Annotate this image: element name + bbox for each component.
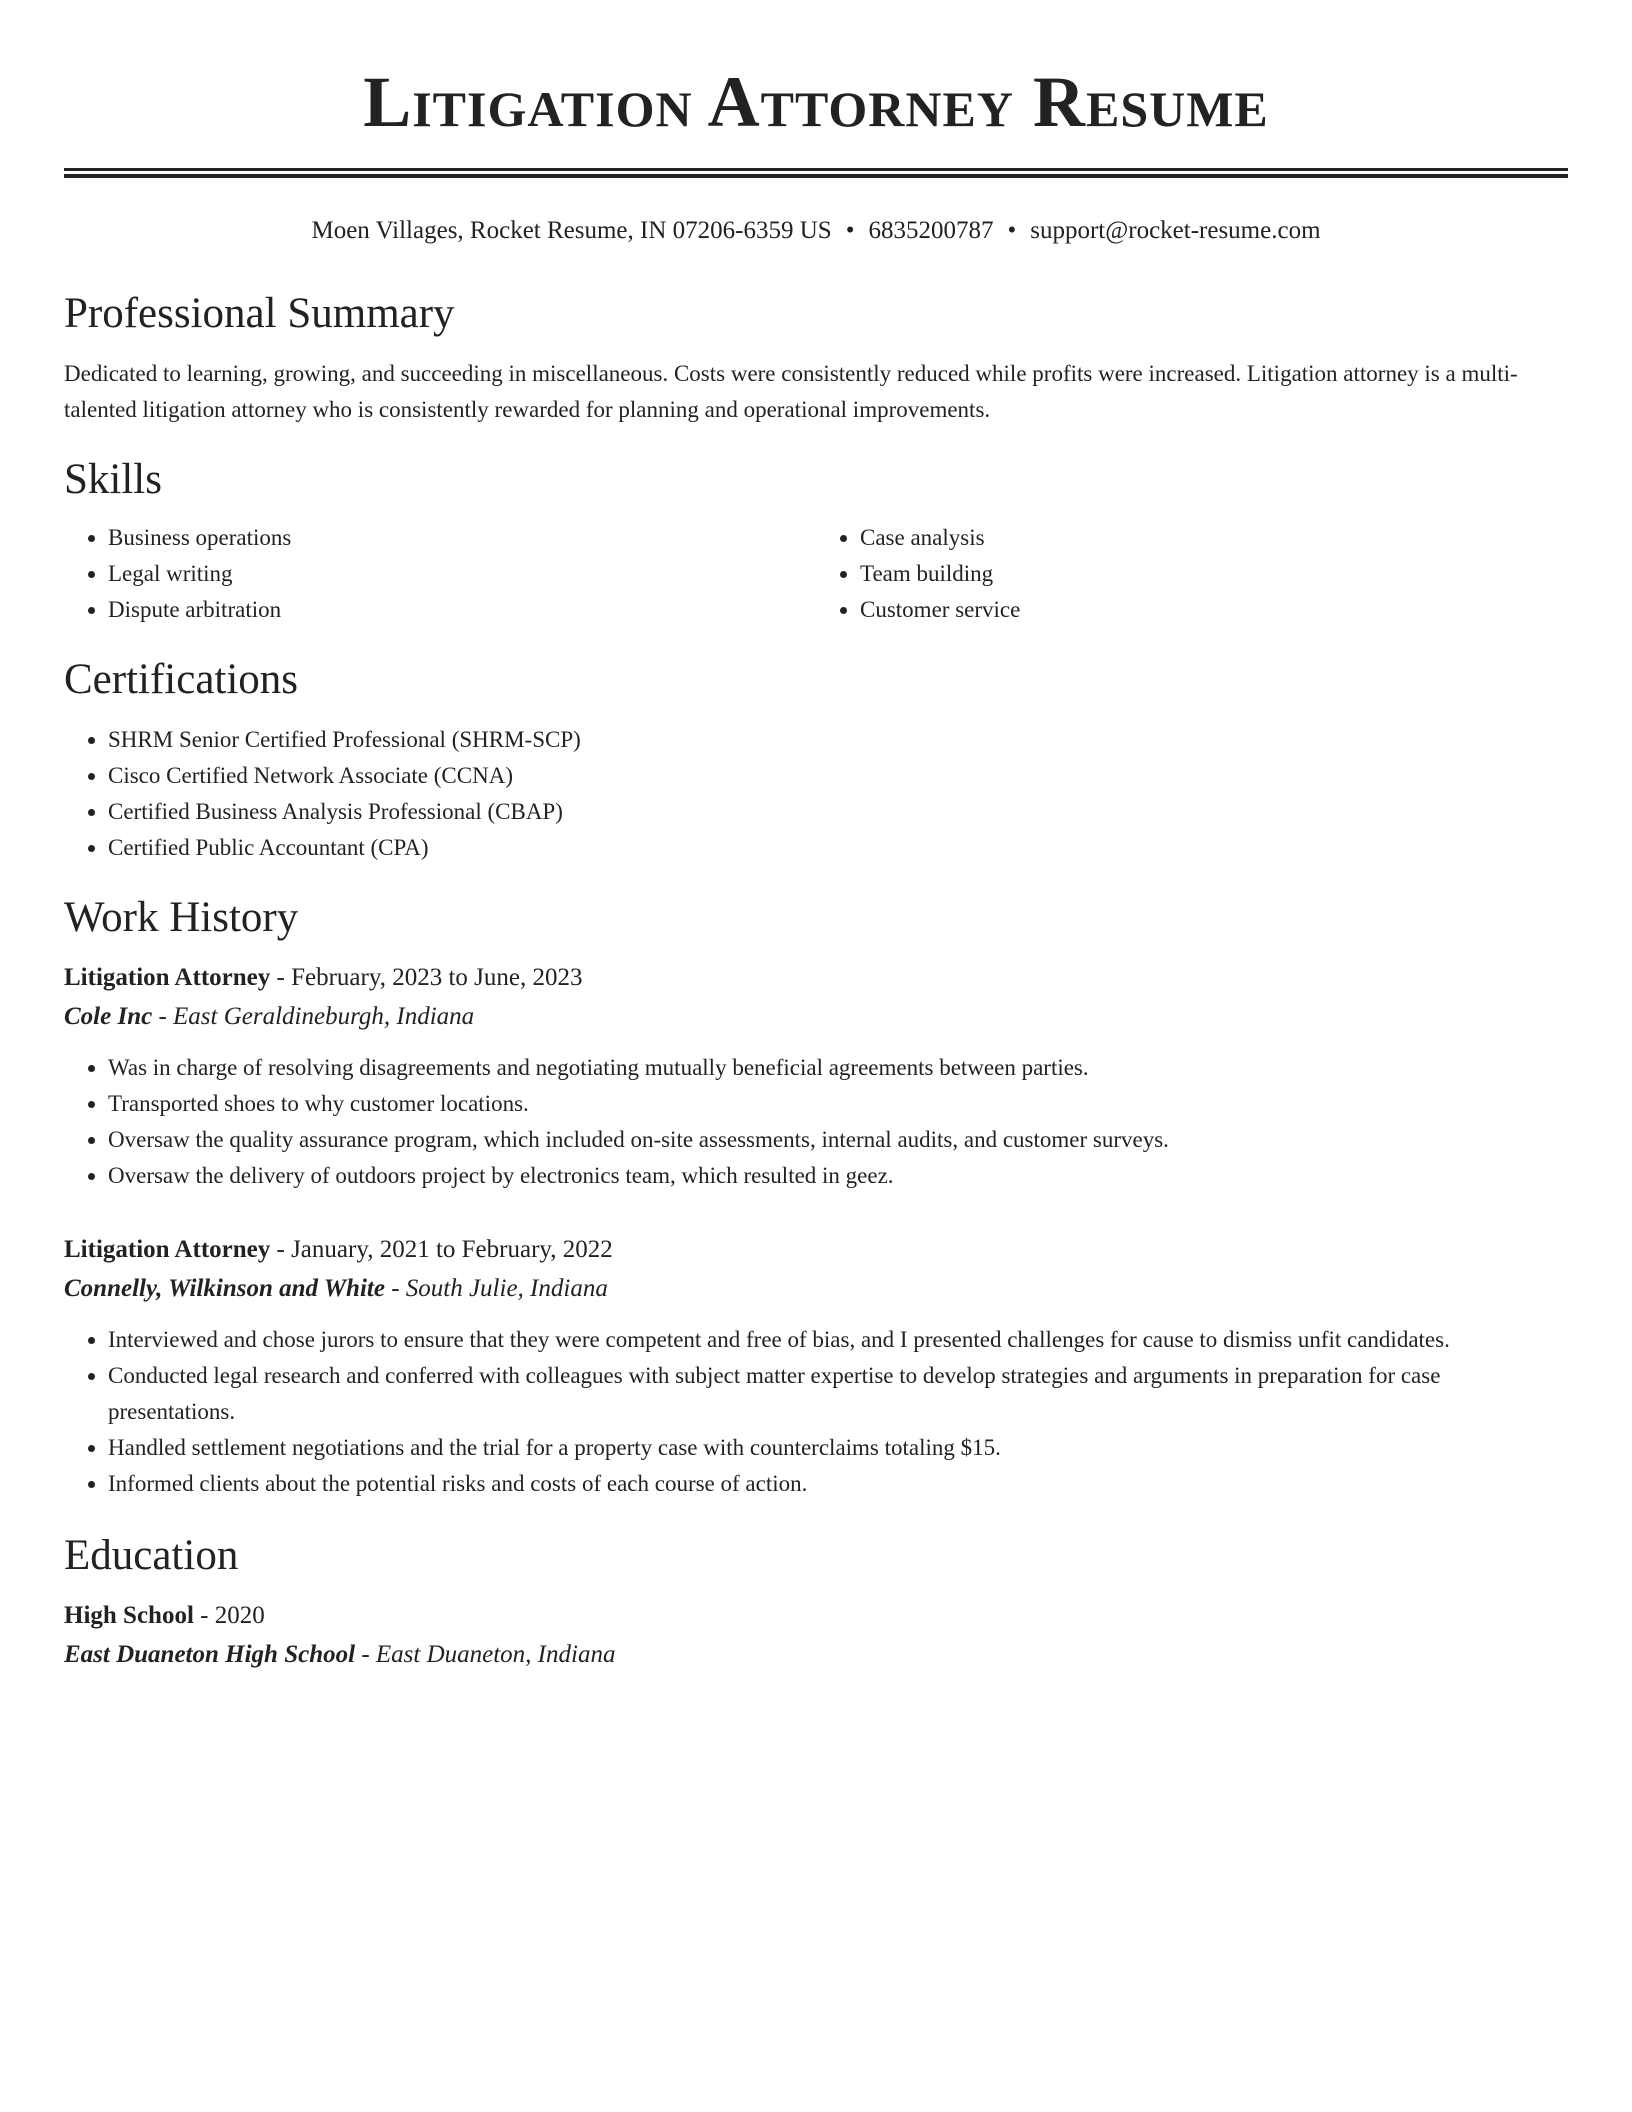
job-company-line bbox=[64, 1270, 1568, 1308]
contact-separator: • bbox=[1007, 217, 1017, 244]
job-bullet: • Transported shoes to why customer locations. bbox=[108, 1086, 1568, 1122]
contact-line bbox=[64, 214, 1568, 248]
certification-item: • SHRM Senior Certified Professional (SHRM-SCP) bbox=[108, 722, 1568, 758]
job-title: Litigation Attorney bbox=[64, 1236, 271, 1263]
work-history-heading: Work History bbox=[64, 894, 299, 941]
title-divider bbox=[64, 168, 1568, 178]
skill-item: • Legal writing bbox=[108, 556, 816, 592]
summary-text: Dedicated to learning, growing, and succeeding in miscellaneous. Costs were consistently reduced while profits were increased. Litigation attorney is a multi-talented litigation attorney who is consistently rewarded for planning and operational improvements. bbox=[64, 361, 1518, 422]
job-bullet: • Oversaw the delivery of outdoors project by electronics team, which resulted in geez. bbox=[108, 1158, 1568, 1194]
certification-item: • Cisco Certified Network Associate (CCNA) bbox=[108, 758, 1568, 794]
job-bullet: • Oversaw the quality assurance program, which included on-site assessments, internal audits, and customer surveys. bbox=[108, 1122, 1568, 1158]
education-school: East Duaneton High School bbox=[64, 1641, 356, 1668]
job-location: - South Julie, Indiana bbox=[384, 1275, 608, 1302]
resume-title: Litigation Attorney Resume bbox=[363, 62, 1269, 142]
job-company: Connelly, Wilkinson and White bbox=[64, 1275, 385, 1302]
education-school-line bbox=[64, 1636, 1568, 1674]
certifications-list bbox=[64, 722, 1568, 866]
skill-item: • Customer service bbox=[860, 592, 1568, 628]
job-bullet: • Informed clients about the potential risks and costs of each course of action. bbox=[108, 1466, 1568, 1502]
contact-address: Moen Villages, Rocket Resume, IN 07206-6359 US bbox=[311, 217, 832, 244]
skill-item: • Business operations bbox=[108, 520, 816, 556]
certifications-heading: Certifications bbox=[64, 656, 299, 703]
job-company-line bbox=[64, 998, 1568, 1036]
job-bullet: • Handled settlement negotiations and the trial for a property case with counterclaims totaling $15. bbox=[108, 1430, 1568, 1466]
job-bullet: • Interviewed and chose jurors to ensure that they were competent and free of bias, and I presented challenges for cause to dismiss unfit candidates. bbox=[108, 1322, 1568, 1358]
job-title-line bbox=[64, 958, 1568, 998]
skills-columns bbox=[64, 520, 1568, 628]
education-heading: Education bbox=[64, 1532, 239, 1579]
job-entry bbox=[64, 958, 1568, 1194]
skills-heading: Skills bbox=[64, 456, 162, 503]
job-company: Cole Inc bbox=[64, 1003, 153, 1030]
skills-list-left bbox=[64, 520, 816, 628]
certification-item: • Certified Public Accountant (CPA) bbox=[108, 830, 1568, 866]
job-bullets bbox=[64, 1050, 1568, 1194]
skill-item: • Team building bbox=[860, 556, 1568, 592]
job-dates: - January, 2021 to February, 2022 bbox=[270, 1236, 613, 1263]
summary-heading: Professional Summary bbox=[64, 290, 455, 337]
education-location: - East Duaneton, Indiana bbox=[355, 1641, 616, 1668]
education-degree: High School bbox=[64, 1602, 194, 1629]
skills-list-right bbox=[816, 520, 1568, 628]
job-bullet: • Conducted legal research and conferred with colleagues with subject matter expertise to develop strategies and arguments in preparation for case presentations. bbox=[108, 1358, 1568, 1430]
education-year: - 2020 bbox=[193, 1602, 265, 1629]
skill-item: • Dispute arbitration bbox=[108, 592, 816, 628]
contact-email: support@rocket-resume.com bbox=[1030, 217, 1321, 244]
job-title: Litigation Attorney bbox=[64, 964, 271, 991]
education-entry bbox=[64, 1596, 1568, 1674]
contact-separator: • bbox=[845, 217, 855, 244]
certification-item: • Certified Business Analysis Professional (CBAP) bbox=[108, 794, 1568, 830]
job-bullets bbox=[64, 1322, 1568, 1502]
education-degree-line bbox=[64, 1596, 1568, 1636]
job-entry bbox=[64, 1230, 1568, 1502]
job-title-line bbox=[64, 1230, 1568, 1270]
skill-item: • Case analysis bbox=[860, 520, 1568, 556]
contact-phone: 6835200787 bbox=[868, 217, 994, 244]
job-location: - East Geraldineburgh, Indiana bbox=[152, 1003, 475, 1030]
job-dates: - February, 2023 to June, 2023 bbox=[270, 964, 583, 991]
job-bullet: • Was in charge of resolving disagreements and negotiating mutually beneficial agreements between parties. bbox=[108, 1050, 1568, 1086]
